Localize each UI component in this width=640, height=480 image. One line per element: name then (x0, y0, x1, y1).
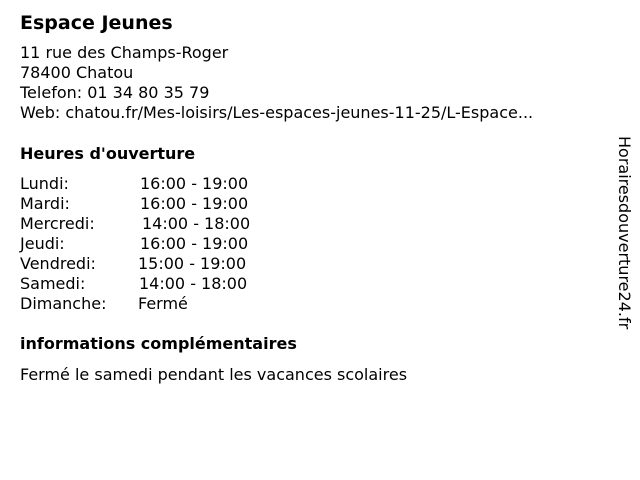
time-value: 16:00 - 19:00 (140, 194, 249, 213)
day-label: Vendredi: (20, 254, 96, 273)
watermark-text: Horairesdouverture24.fr (615, 136, 634, 330)
time-value: 16:00 - 19:00 (140, 174, 249, 193)
additional-info-heading: informations complémentaires (20, 334, 297, 353)
day-label: Samedi: (20, 274, 86, 293)
city-postcode: 78400 Chatou (20, 63, 134, 82)
phone-number: Telefon: 01 34 80 35 79 (20, 83, 210, 102)
day-label: Mercredi: (20, 214, 95, 233)
site-watermark (613, 136, 633, 346)
time-value: Fermé (138, 294, 188, 313)
day-label: Mardi: (20, 194, 70, 213)
opening-hours-heading: Heures d'ouverture (20, 144, 196, 163)
website-link[interactable]: Web: chatou.fr/Mes-loisirs/Les-espaces-jeunes-11-25/L-Espace... (20, 103, 534, 122)
time-value: 15:00 - 19:00 (138, 254, 247, 273)
street-address: 11 rue des Champs-Roger (20, 43, 229, 62)
address-block (20, 43, 533, 123)
additional-info-text: Fermé le samedi pendant les vacances scolaires (20, 365, 408, 384)
place-title: Espace Jeunes (20, 12, 173, 34)
day-label: Lundi: (20, 174, 69, 193)
day-label: Dimanche: (20, 294, 107, 313)
day-label: Jeudi: (20, 234, 65, 253)
time-value: 16:00 - 19:00 (140, 234, 249, 253)
time-value: 14:00 - 18:00 (139, 274, 248, 293)
time-value: 14:00 - 18:00 (142, 214, 251, 233)
